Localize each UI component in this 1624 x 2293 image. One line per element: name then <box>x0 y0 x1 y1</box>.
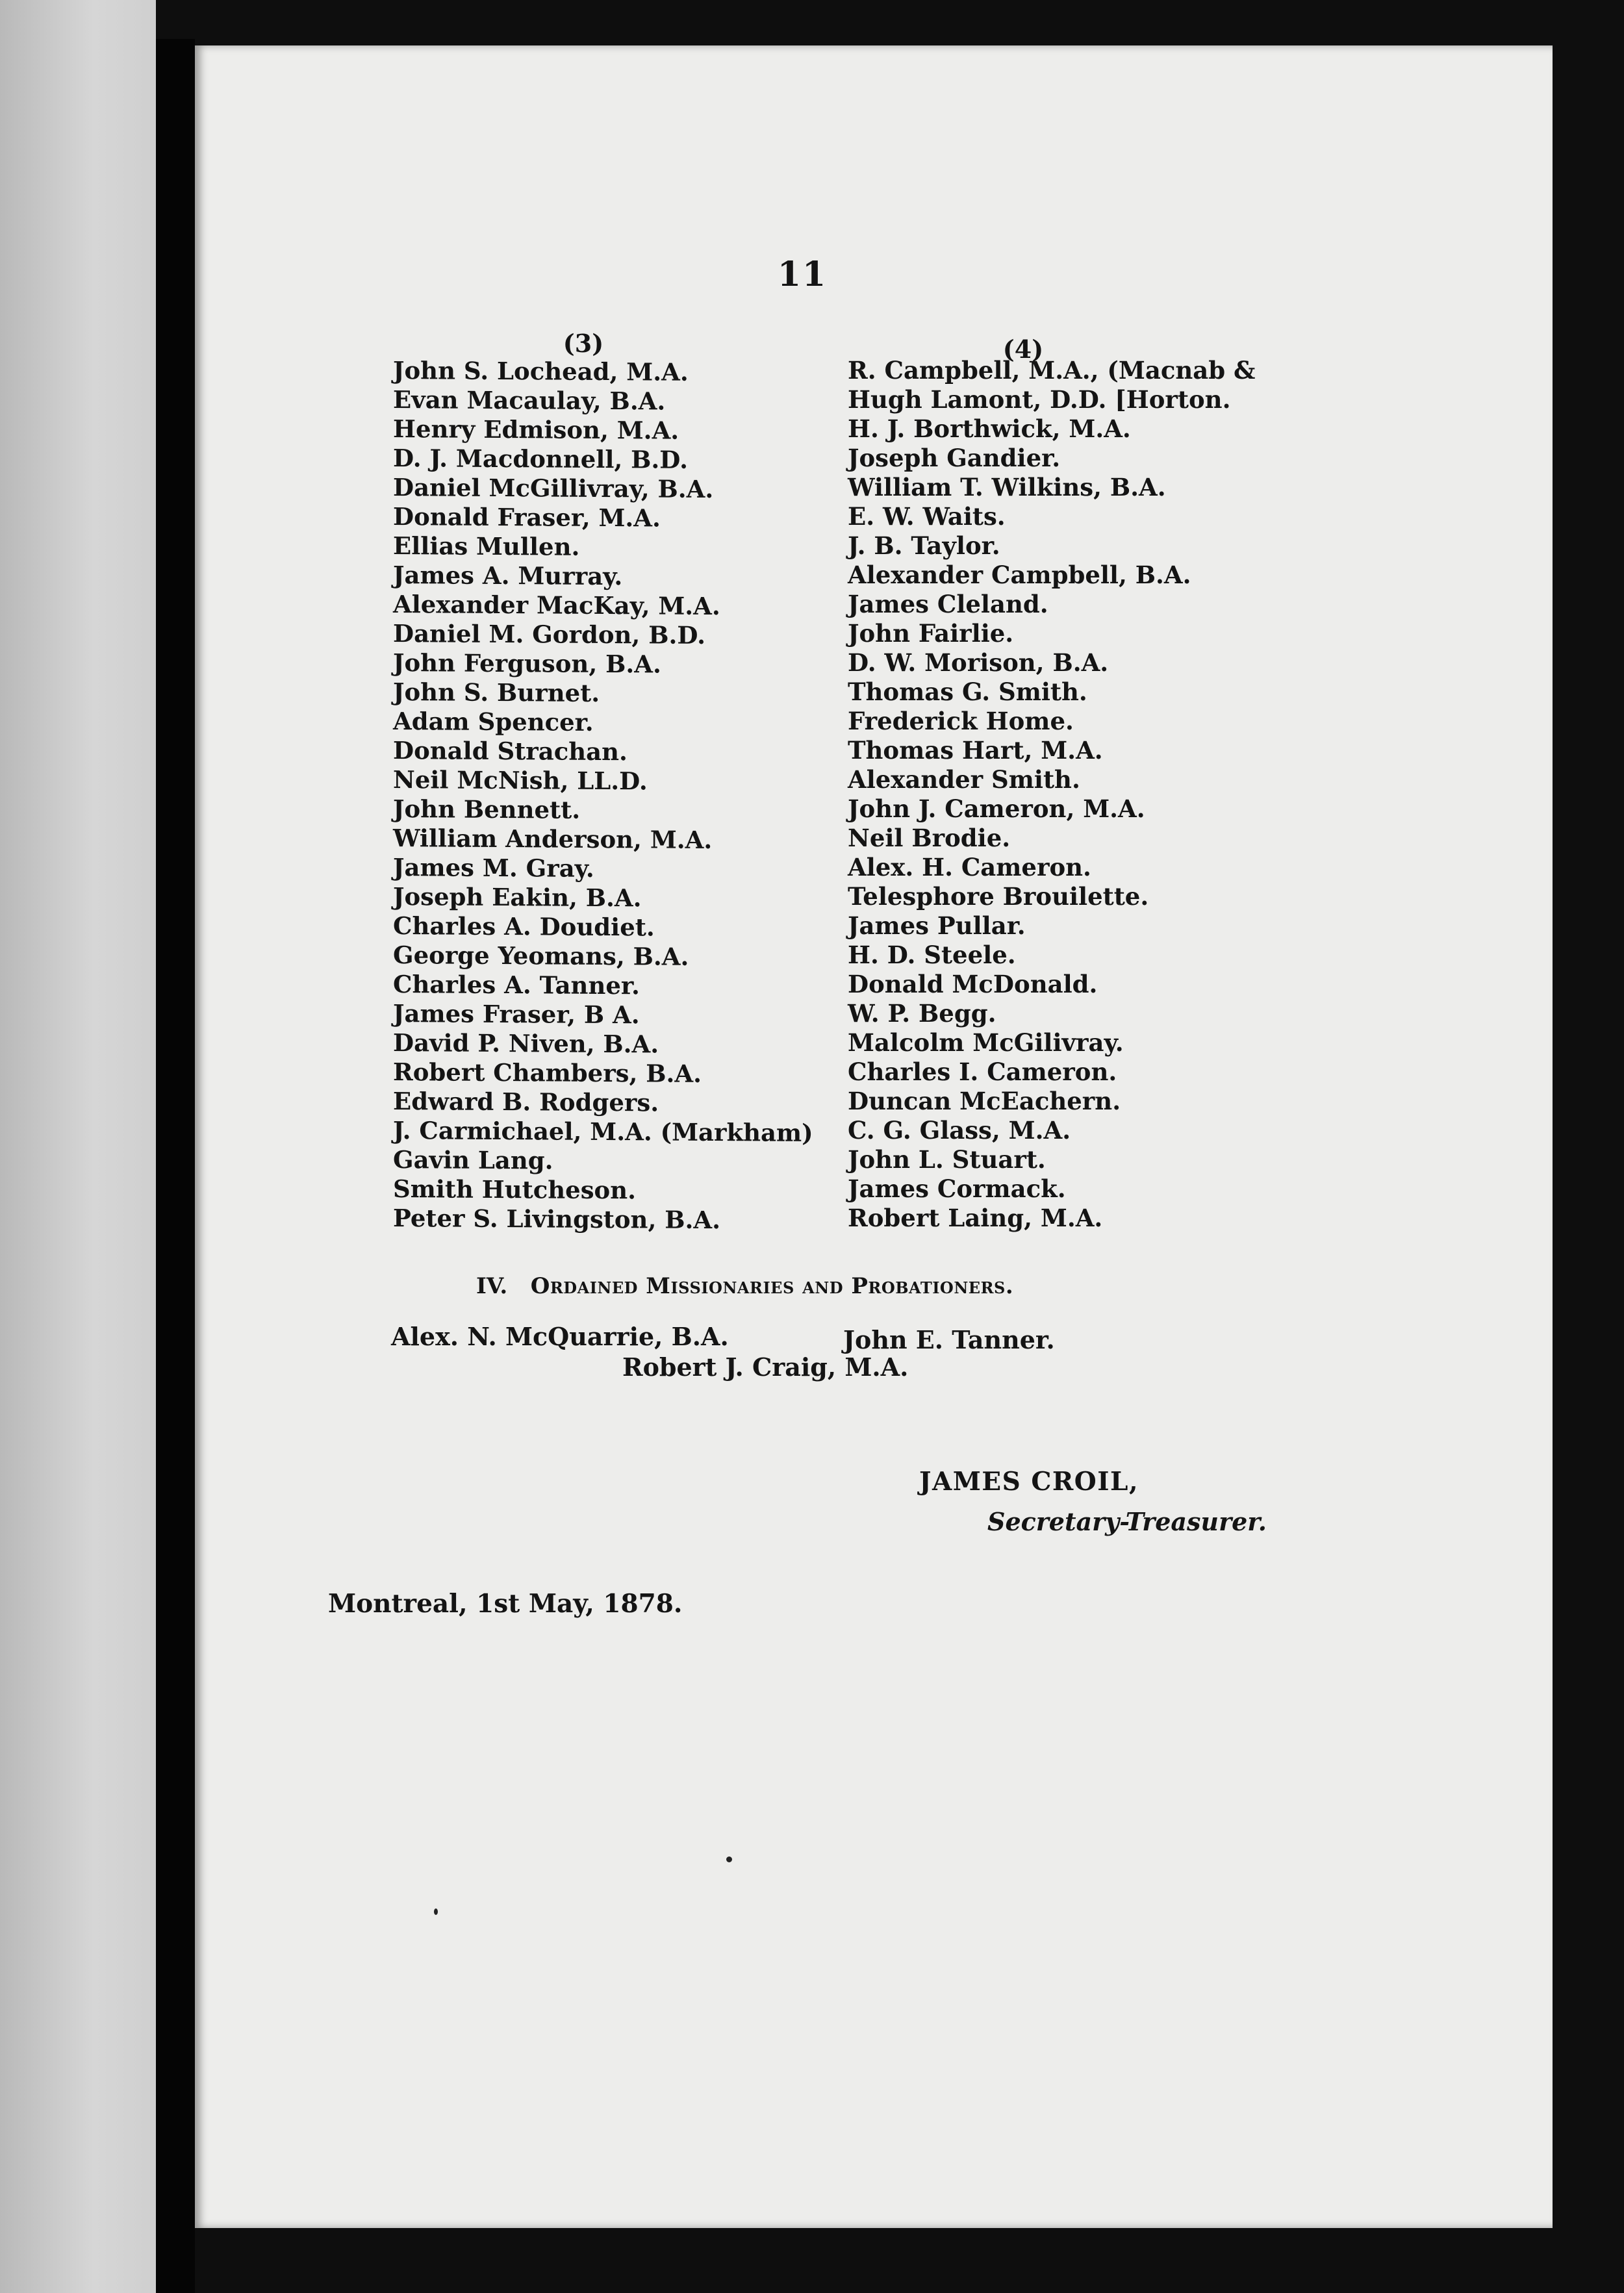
list-item: James Cleland. <box>848 590 1048 618</box>
list-item: James Fraser, B A. <box>393 999 640 1030</box>
signatory-title: Secretary-Treasurer. <box>987 1507 1267 1536</box>
list-item: John S. Burnet. <box>393 678 600 707</box>
place-and-date: Montreal, 1st May, 1878. <box>328 1589 683 1619</box>
probationer-name: John E. Tanner. <box>843 1325 1055 1354</box>
list-item: C. G. Glass, M.A. <box>848 1116 1071 1145</box>
list-item: Charles A. Doudiet. <box>393 911 655 942</box>
list-item: W. P. Begg. <box>848 999 996 1028</box>
list-item: Telesphore Brouilette. <box>848 882 1149 911</box>
section-title: Ordained Missionaries and Probationers. <box>530 1273 1014 1299</box>
list-item: Donald Fraser, M.A. <box>393 502 661 533</box>
list-item: Alexander Campbell, B.A. <box>848 561 1191 589</box>
list-item: Charles I. Cameron. <box>848 1058 1117 1086</box>
list-item: David P. Niven, B.A. <box>393 1028 659 1059</box>
list-item: D. W. Morison, B.A. <box>848 648 1109 677</box>
list-item: Neil McNish, LL.D. <box>393 765 648 796</box>
name-list-column-4 <box>848 356 1255 1233</box>
list-item: Adam Spencer. <box>393 707 594 737</box>
list-item: Hugh Lamont, D.D. [Horton. <box>848 385 1231 414</box>
probationer-name: Alex. N. McQuarrie, B.A. <box>391 1322 729 1351</box>
list-item: Robert Chambers, B.A. <box>393 1058 702 1088</box>
signatory-name: JAMES CROIL, <box>919 1467 1139 1497</box>
list-item: Gavin Lang. <box>393 1145 553 1175</box>
list-item: D. J. Macdonnell, B.D. <box>393 444 688 474</box>
name-list-column-3 <box>393 356 813 1235</box>
list-item: James M. Gray. <box>393 853 594 883</box>
list-item: Peter S. Livingston, B.A. <box>393 1204 720 1235</box>
column-heading-3: (3) <box>563 329 604 358</box>
list-item: William Anderson, M.A. <box>393 824 713 855</box>
scan-speck <box>726 1856 732 1862</box>
list-item: Alexander MacKay, M.A. <box>393 590 720 621</box>
list-item: John L. Stuart. <box>848 1145 1046 1174</box>
list-item: H. J. Borthwick, M.A. <box>848 414 1131 443</box>
list-item: Robert Laing, M.A. <box>848 1204 1103 1232</box>
scan-speck <box>434 1908 438 1915</box>
list-item: Alexander Smith. <box>848 765 1080 794</box>
list-item: John S. Lochead, M.A. <box>393 356 689 386</box>
list-item: Alex. H. Cameron. <box>848 853 1091 881</box>
list-item: George Yeomans, B.A. <box>393 941 689 971</box>
list-item: Donald McDonald. <box>848 970 1098 998</box>
book-gutter <box>156 39 195 2293</box>
probationer-name: Robert J. Craig, M.A. <box>622 1352 909 1382</box>
list-item: John Fairlie. <box>848 619 1014 648</box>
list-item: R. Campbell, M.A., (Macnab & <box>848 356 1256 385</box>
list-item: Daniel McGillivray, B.A. <box>393 473 714 504</box>
list-item: Thomas G. Smith. <box>848 678 1087 706</box>
list-item: James A. Murray. <box>393 561 623 591</box>
list-item: Charles A. Tanner. <box>393 970 640 1000</box>
list-item: Joseph Eakin, B.A. <box>393 882 642 913</box>
list-item: John J. Cameron, M.A. <box>848 794 1145 823</box>
list-item: Joseph Gandier. <box>848 444 1061 472</box>
list-item: Edward B. Rodgers. <box>393 1087 659 1117</box>
section-numeral: IV. <box>476 1273 508 1299</box>
list-item: John Bennett. <box>393 794 581 824</box>
list-item: J. Carmichael, M.A. (Markham) <box>393 1116 813 1147</box>
list-item: Duncan McEachern. <box>848 1087 1121 1115</box>
list-item: Smith Hutcheson. <box>393 1174 637 1205</box>
list-item: Malcolm McGilivray. <box>848 1028 1124 1057</box>
list-item: Frederick Home. <box>848 707 1074 735</box>
facing-page-edge <box>0 0 156 2293</box>
list-item: Neil Brodie. <box>848 824 1011 852</box>
list-item: Donald Strachan. <box>393 736 628 766</box>
list-item: H. D. Steele. <box>848 941 1016 969</box>
list-item: Daniel M. Gordon, B.D. <box>393 619 705 650</box>
list-item: Henry Edmison, M.A. <box>393 414 679 445</box>
list-item: Evan Macaulay, B.A. <box>393 385 666 416</box>
list-item: James Cormack. <box>848 1174 1066 1203</box>
page-number: 11 <box>777 255 828 294</box>
column-heading-4: (4) <box>1002 335 1044 364</box>
list-item: James Pullar. <box>848 911 1026 940</box>
list-item: Ellias Mullen. <box>393 531 580 561</box>
list-item: William T. Wilkins, B.A. <box>848 473 1166 501</box>
list-item: E. W. Waits. <box>848 502 1006 531</box>
list-item: J. B. Taylor. <box>848 531 1000 560</box>
list-item: Thomas Hart, M.A. <box>848 736 1103 765</box>
list-item: John Ferguson, B.A. <box>393 648 661 679</box>
section-heading-iv <box>476 1273 1013 1299</box>
